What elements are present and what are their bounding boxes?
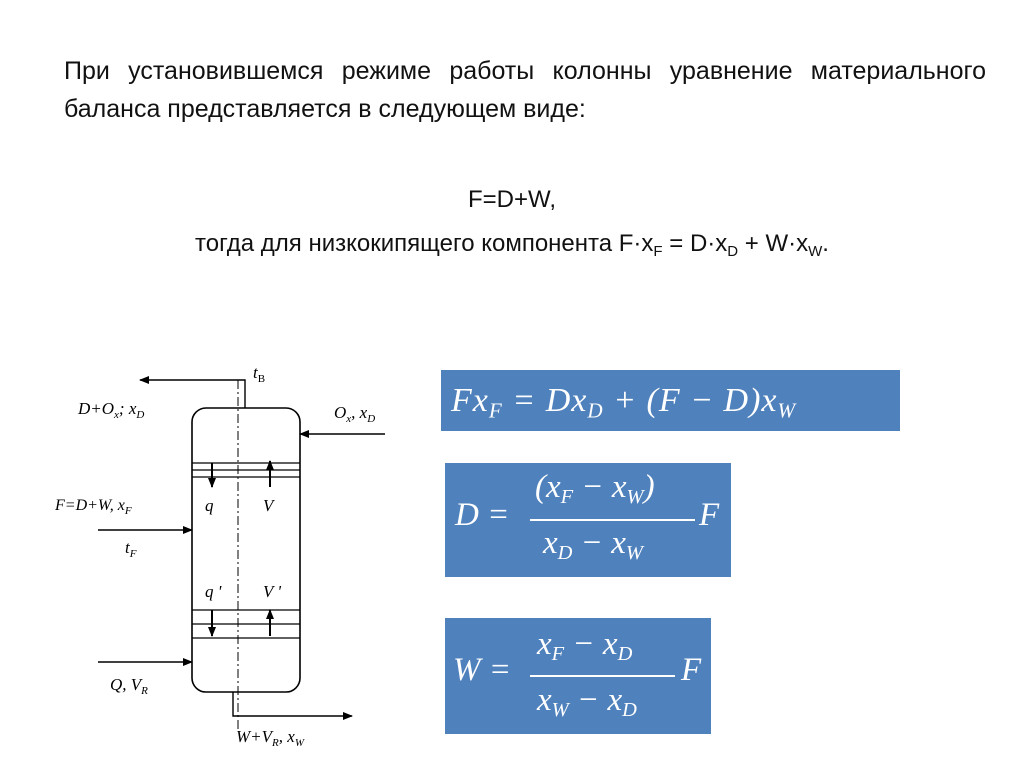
bottom-label: $W+V_R$, $x_W$ bbox=[236, 727, 304, 749]
formula-w-denominator: $x_W - x_D$ bbox=[537, 682, 637, 722]
formula-d-denominator: $x_D - x_W$ bbox=[543, 525, 643, 565]
formula-d-rhs: F bbox=[699, 497, 720, 533]
total-balance-equation: F=D+W, bbox=[467, 186, 557, 213]
distillate-label: $D+O_x$; $x_D$ bbox=[78, 399, 145, 421]
vapor-flow-lower-label: V ' bbox=[263, 582, 281, 601]
formula-w-fraction-bar bbox=[530, 675, 675, 677]
formula-box-balance: $Fx_F = Dx_D + (F - D)x_W$ bbox=[441, 370, 900, 431]
component-balance-equation: тогда для низкокипящего компонента $F\cdot x_F = D\cdot x_D + W\cdot x_W$. bbox=[195, 230, 829, 260]
formula-w-rhs: F bbox=[681, 652, 702, 688]
formula-box-distillate bbox=[445, 463, 731, 577]
liquid-flow-upper-label: q bbox=[205, 496, 214, 515]
feed-temp-label: $t_F$ bbox=[125, 538, 137, 560]
column-body bbox=[192, 408, 300, 692]
top-outlet-line bbox=[140, 380, 245, 408]
formula-w-numerator: $x_F - x_D$ bbox=[537, 626, 633, 666]
formula-d-fraction-bar bbox=[530, 519, 695, 521]
formula-box-bottoms bbox=[445, 618, 711, 734]
reflux-label: $O_x$, $x_D$ bbox=[334, 403, 376, 425]
distillation-column-diagram bbox=[50, 355, 390, 760]
intro-paragraph: При установившемся режиме работы колонны уравнение материального баланса представляется в следующем виде: bbox=[64, 57, 986, 123]
formula-w-lhs: W = bbox=[453, 652, 512, 688]
top-temp-label: $t_В$ bbox=[253, 363, 266, 385]
vapor-flow-upper-label: V bbox=[263, 496, 274, 515]
formula-d-numerator: $(x_F - x_W)$ bbox=[535, 469, 655, 509]
heat-label: Q, $V_R$ bbox=[110, 675, 148, 697]
liquid-flow-lower-label: q ' bbox=[205, 582, 222, 601]
feed-label: F=D+W, $x_F$ bbox=[55, 497, 132, 517]
upper-trays bbox=[192, 463, 300, 477]
bottom-outlet-line bbox=[233, 692, 352, 716]
lower-trays bbox=[192, 610, 300, 638]
formula-d-lhs: D = bbox=[455, 497, 510, 533]
